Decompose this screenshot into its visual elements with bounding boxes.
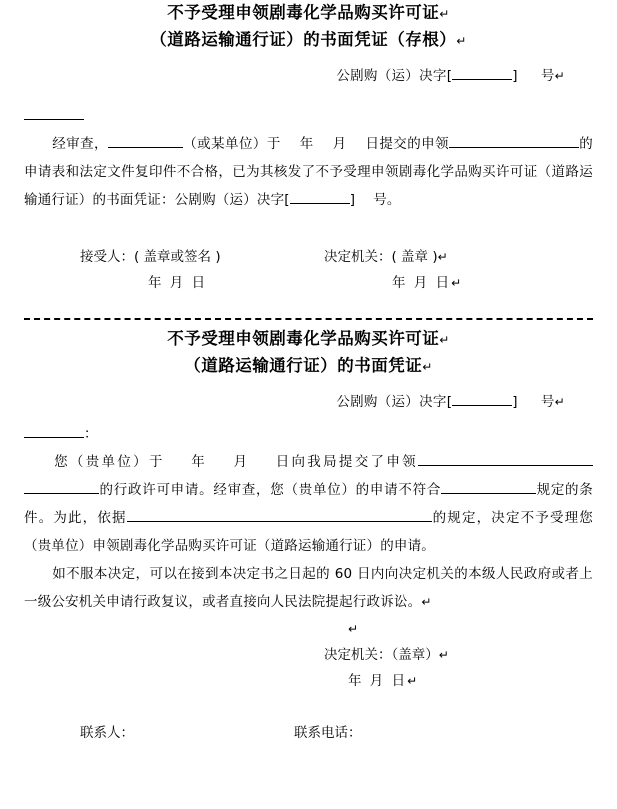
s2-item-blank2[interactable] — [24, 478, 99, 494]
section2-blank-pilcrow-wrap — [348, 616, 360, 642]
pilcrow-mark: ↵ — [438, 648, 449, 662]
s2-basis-blank[interactable] — [127, 506, 432, 522]
section2-title-line1 — [24, 326, 593, 353]
section2-addressee-line — [24, 420, 593, 448]
section2-doc-number-prefix: 公剧购（运）决字[ — [336, 394, 453, 410]
section1-paragraph1 — [24, 130, 593, 214]
section1-date-right: 年 月 日 — [392, 275, 452, 291]
s1-p1-c: 年 — [299, 136, 314, 152]
section1-receiver-label: 接受人：( 盖章或签名 ) — [80, 249, 221, 265]
section1-decision-org-label: 决定机关：( 盖章 ) — [324, 249, 438, 265]
section2-paragraph1 — [24, 448, 593, 560]
s1-p1-e: 日提交的申领 — [365, 136, 450, 152]
section2-doc-number-suffix: ] — [512, 394, 518, 410]
s2-p2-a: 如不服本决定，可以在接到本决定书之日起的 — [52, 566, 331, 582]
section1-title-text2: （道路运输通行证）的书面凭证（存根） — [150, 30, 457, 49]
section2-doc-number — [24, 390, 593, 410]
s1-p1-f: 的申请表和法定文件复印件不合格，已为其核发了不予受理申领剧毒化学品购买许可证（道路运输通行证）的书面凭证：公剧购（运）决字[ — [24, 136, 593, 208]
section1-signature-row — [24, 244, 593, 270]
section2-paragraph2 — [24, 560, 593, 616]
pilcrow-mark: ↵ — [554, 395, 565, 409]
s2-p2-days: 60 — [334, 566, 353, 582]
pilcrow-mark: ↵ — [422, 360, 433, 374]
section2-doc-number-blank[interactable] — [452, 390, 512, 406]
s2-p2-b: 日内向决定机关的本级人民政府或者上一级公安机关申请行政复议，或者直接向人民法院提起行政诉讼。 — [24, 566, 593, 610]
section2-date-row — [24, 668, 593, 694]
section1-decision-org-wrap — [324, 244, 448, 270]
pilcrow-mark: ↵ — [407, 674, 420, 688]
s2-p1-f: 规定的条件。为此，依据 — [24, 482, 593, 526]
section2-doc-number-unit: 号 — [540, 394, 555, 410]
pilcrow-mark: ↵ — [348, 622, 361, 636]
s2-condition-blank[interactable] — [441, 478, 536, 494]
section1-lead-blank-line — [24, 102, 593, 130]
section2-addressee-colon: ： — [84, 426, 98, 442]
s1-p1-b: （或某单位）于 — [183, 136, 281, 152]
s1-applicant-blank[interactable] — [108, 132, 183, 148]
section2-decision-org-label: 决定机关：（盖章） — [324, 647, 439, 663]
s2-p1-b: 年 — [191, 454, 208, 470]
section1-date-left: 年 月 日 — [148, 275, 208, 291]
spacer — [24, 84, 593, 102]
s2-p1-e: 的行政许可申请。经审查，您（贵单位）的申请不符合 — [99, 482, 442, 498]
s1-p1-a: 经审查， — [52, 136, 108, 152]
s2-p1-d: 日向我局提交了申领 — [275, 454, 418, 470]
section1-doc-number-unit: 号 — [540, 68, 555, 84]
s2-p1-g: 的规定，决定不予受理您（贵单位）申领剧毒化学品购买许可证（道路运输通行证）的申请。 — [24, 510, 593, 554]
s2-item-blank1[interactable] — [418, 450, 593, 466]
section1-date-right-wrap — [392, 270, 463, 296]
section2-decision-org-row — [24, 642, 593, 668]
s1-p1-h: 号。 — [373, 192, 401, 208]
pilcrow-mark: ↵ — [439, 7, 450, 21]
section2-date-wrap — [348, 668, 419, 694]
pilcrow-mark: ↵ — [554, 69, 565, 83]
section1-title-line2 — [24, 27, 593, 54]
section2-date: 年 月 日 — [348, 673, 408, 689]
section1-title — [24, 0, 593, 54]
pilcrow-mark: ↵ — [456, 34, 467, 48]
section2-contact-person-label: 联系人： — [80, 725, 134, 741]
section2-title — [24, 326, 593, 380]
s1-item-blank[interactable] — [449, 132, 579, 148]
section1-doc-number-suffix: ] — [512, 68, 518, 84]
spacer — [24, 410, 593, 420]
pilcrow-mark: ↵ — [437, 250, 448, 264]
s1-p1-d: 月 — [332, 136, 347, 152]
section2-decision-org-wrap — [324, 642, 449, 668]
section2-title-text2: （道路运输通行证）的书面凭证 — [184, 356, 423, 375]
section1-doc-number-prefix: 公剧购（运）决字[ — [336, 68, 453, 84]
s2-p1-c: 月 — [233, 454, 250, 470]
section1-title-line1 — [24, 0, 593, 27]
pilcrow-mark: ↵ — [421, 595, 432, 609]
s2-p1-a: 您（贵单位）于 — [52, 454, 165, 470]
section1-title-text1: 不予受理申领剧毒化学品购买许可证 — [167, 3, 440, 22]
section2-blank-row — [24, 616, 593, 642]
section2-title-text1: 不予受理申领剧毒化学品购买许可证 — [167, 329, 440, 348]
section1-doc-number-blank[interactable] — [452, 64, 512, 80]
section2-contact-row — [24, 720, 593, 746]
section1-date-row — [24, 270, 593, 296]
section1-lead-blank[interactable] — [24, 104, 84, 120]
s1-cert-number-blank[interactable] — [290, 188, 350, 204]
section2-addressee-blank[interactable] — [24, 422, 84, 438]
section2-title-line2 — [24, 353, 593, 380]
pilcrow-mark: ↵ — [451, 276, 464, 290]
pilcrow-mark: ↵ — [439, 333, 450, 347]
s1-p1-g: ] — [349, 192, 356, 208]
section1-doc-number — [24, 64, 593, 84]
section2-contact-phone-label: 联系电话： — [294, 725, 362, 741]
section-divider — [24, 318, 593, 320]
